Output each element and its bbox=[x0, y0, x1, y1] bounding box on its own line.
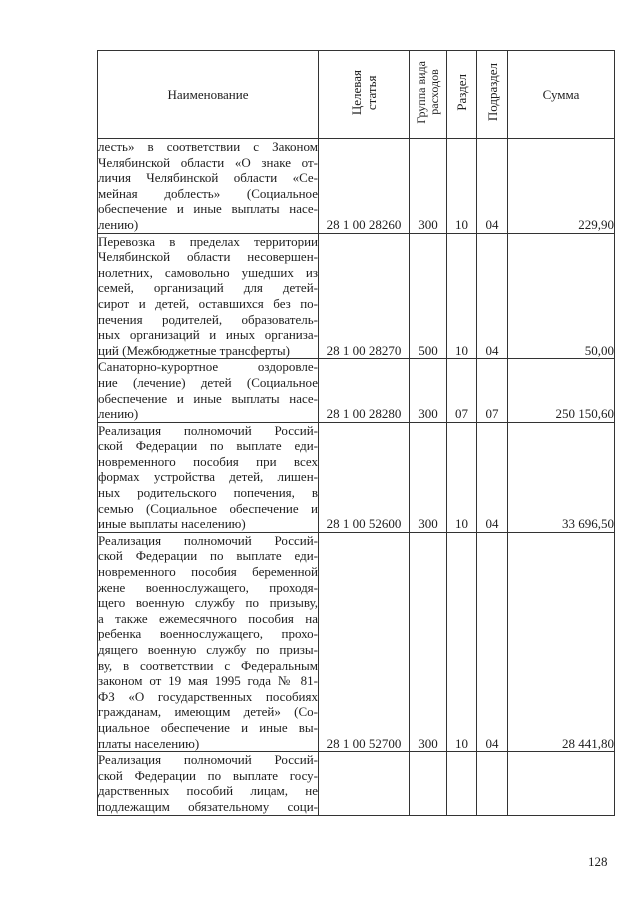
row-name-line: личия Челябинской области «Се- bbox=[98, 170, 318, 186]
row-name-line: сирот и детей, оставшихся без по- bbox=[98, 295, 318, 311]
header-subsection-cell bbox=[477, 51, 508, 139]
table-row bbox=[98, 422, 615, 532]
row-subsection: 04 bbox=[477, 139, 508, 234]
row-sum bbox=[508, 752, 615, 815]
row-name-line: мейная доблесть» (Социальное bbox=[98, 185, 318, 201]
row-name-line: ребенка военнослужащего, прохо- bbox=[98, 626, 318, 642]
table-row bbox=[98, 359, 615, 422]
row-name-line: лению) bbox=[98, 406, 139, 422]
table-row bbox=[98, 139, 615, 234]
row-name-line: семью (Социальное обеспечение и bbox=[98, 500, 318, 516]
row-name-line: ской Федерации по выплате госу- bbox=[98, 767, 318, 783]
row-name-line: новременного пособия беременной bbox=[98, 564, 318, 580]
row-name-line: гражданам, имеющим детей» (Со- bbox=[98, 704, 318, 720]
row-name-line: жене военнослужащего, проходя- bbox=[98, 579, 318, 595]
header-name: Наименование bbox=[98, 51, 319, 139]
row-name-line: формах устройства детей, лишен- bbox=[98, 469, 318, 485]
row-name-line: Челябинской области «О знаке от- bbox=[98, 154, 318, 170]
header-target: Целевая статья bbox=[349, 69, 379, 116]
table-row bbox=[98, 532, 615, 751]
row-name-line: подлежащим обязательному соци- bbox=[98, 798, 318, 814]
row-name-cell bbox=[98, 752, 319, 815]
row-subsection bbox=[477, 752, 508, 815]
row-name-line: иные выплаты населению) bbox=[98, 516, 246, 532]
row-name-line: ву, в соответствии с Федеральным bbox=[98, 657, 318, 673]
row-name-line: Челябинской области несовершен- bbox=[98, 249, 318, 265]
row-target-code: 28 1 00 52600 bbox=[319, 422, 410, 532]
row-name-line: платы населению) bbox=[98, 735, 200, 751]
row-name-line: законом от 19 мая 1995 года № 81- bbox=[98, 673, 318, 689]
row-sum: 28 441,80 bbox=[508, 532, 615, 751]
row-expense-group bbox=[410, 752, 447, 815]
row-expense-group: 500 bbox=[410, 233, 447, 359]
header-section: Раздел bbox=[454, 74, 469, 111]
row-name-line: ных родительского попечения, в bbox=[98, 485, 318, 501]
row-name-line: нолетних, самовольно ушедших из bbox=[98, 264, 318, 280]
row-section: 07 bbox=[447, 359, 477, 422]
row-section: 10 bbox=[447, 233, 477, 359]
row-name-line: обеспечение и иные выплаты насе- bbox=[98, 390, 318, 406]
row-target-code bbox=[319, 752, 410, 815]
row-expense-group: 300 bbox=[410, 532, 447, 751]
header-group: Группа вида расходов bbox=[414, 61, 441, 124]
row-name-line: щего военную службу по призыву, bbox=[98, 595, 318, 611]
row-name-line: печения родителей, образователь- bbox=[98, 311, 318, 327]
row-sum: 50,00 bbox=[508, 233, 615, 359]
row-name-line: Санаторно-курортное оздоровле- bbox=[98, 359, 318, 375]
row-name-line: Реализация полномочий Россий- bbox=[98, 752, 318, 768]
table-row bbox=[98, 752, 615, 815]
page-number: 128 bbox=[588, 854, 608, 869]
header-subsection: Подраздел bbox=[484, 63, 500, 122]
row-subsection: 04 bbox=[477, 422, 508, 532]
row-name-line: ской Федерации по выплате еди- bbox=[98, 548, 318, 564]
row-expense-group: 300 bbox=[410, 359, 447, 422]
table-body bbox=[98, 139, 615, 816]
row-name-line: Реализация полномочий Россий- bbox=[98, 532, 318, 548]
row-expense-group: 300 bbox=[410, 422, 447, 532]
row-name-line: ФЗ «О государственных пособиях bbox=[98, 688, 318, 704]
row-name-line: ных организаций и иных организа- bbox=[98, 327, 318, 343]
row-section: 10 bbox=[447, 422, 477, 532]
table-row bbox=[98, 233, 615, 359]
row-subsection: 04 bbox=[477, 532, 508, 751]
row-name-cell bbox=[98, 422, 319, 532]
row-section: 10 bbox=[447, 139, 477, 234]
row-name-cell bbox=[98, 532, 319, 751]
row-name-line: Реализация полномочий Россий- bbox=[98, 422, 318, 438]
header-section-cell bbox=[447, 51, 477, 139]
row-name-line: дарственных пособий лицам, не bbox=[98, 783, 318, 799]
row-target-code: 28 1 00 28270 bbox=[319, 233, 410, 359]
row-name-line: ние (лечение) детей (Социальное bbox=[98, 374, 318, 390]
row-sum: 33 696,50 bbox=[508, 422, 615, 532]
row-name-line: лению) bbox=[98, 216, 139, 232]
header-target-cell bbox=[319, 51, 410, 139]
row-subsection: 07 bbox=[477, 359, 508, 422]
row-sum: 250 150,60 bbox=[508, 359, 615, 422]
row-name-line: ций (Межбюджетные трансферты) bbox=[98, 342, 290, 358]
header-group-cell bbox=[410, 51, 447, 139]
row-target-code: 28 1 00 28280 bbox=[319, 359, 410, 422]
row-name-cell bbox=[98, 233, 319, 359]
row-section: 10 bbox=[447, 532, 477, 751]
row-name-line: лесть» в соответствии с Законом bbox=[98, 139, 318, 154]
row-expense-group: 300 bbox=[410, 139, 447, 234]
row-name-line: а также ежемесячного пособия на bbox=[98, 610, 318, 626]
row-target-code: 28 1 00 28260 bbox=[319, 139, 410, 234]
table-header-row bbox=[98, 51, 615, 139]
row-target-code: 28 1 00 52700 bbox=[319, 532, 410, 751]
row-name-cell bbox=[98, 359, 319, 422]
row-name-line: обеспечение и иные выплаты насе- bbox=[98, 201, 318, 217]
row-subsection: 04 bbox=[477, 233, 508, 359]
row-name-line: дящего военную службу по призы- bbox=[98, 642, 318, 657]
row-name-line: циальное обеспечение и иные вы- bbox=[98, 719, 318, 735]
row-sum: 229,90 bbox=[508, 139, 615, 234]
row-name-cell bbox=[98, 139, 319, 234]
row-name-line: новременного пособия при всех bbox=[98, 453, 318, 469]
row-name-line: ской Федерации по выплате еди- bbox=[98, 438, 318, 454]
budget-table bbox=[97, 50, 615, 816]
row-section bbox=[447, 752, 477, 815]
row-name-line: Перевозка в пределах территории bbox=[98, 233, 318, 249]
header-sum: Сумма bbox=[508, 51, 615, 139]
row-name-line: семей, организаций для детей- bbox=[98, 280, 318, 296]
